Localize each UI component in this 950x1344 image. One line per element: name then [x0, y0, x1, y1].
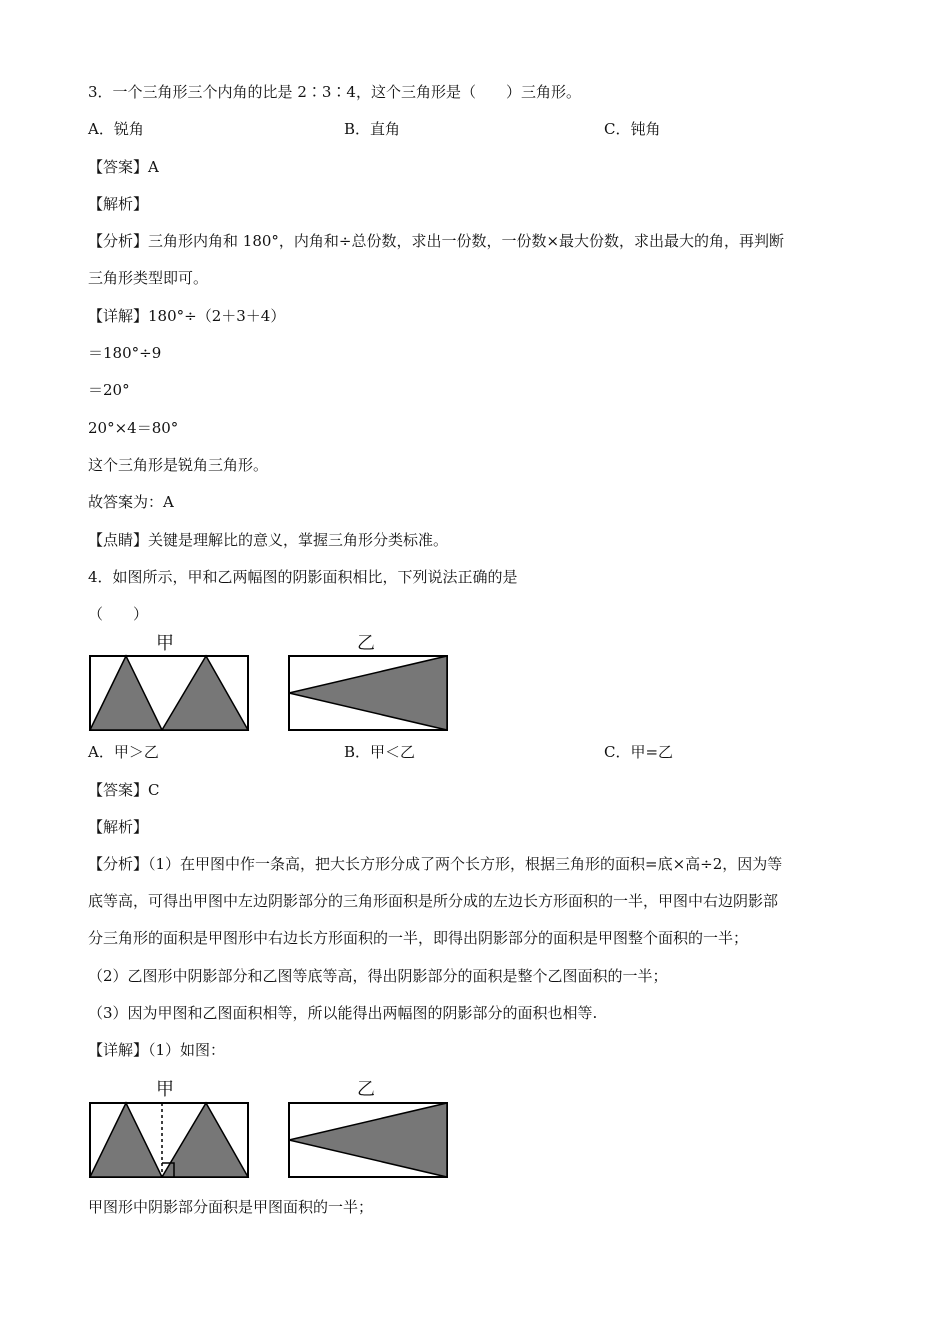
q4-fenxi-line-1: 【分析】（1）在甲图中作一条高，把大长方形分成了两个长方形，根据三角形的面积=底×高÷2，因为等	[88, 855, 783, 873]
q4-fenxi-line-2: 底等高，可得出甲图中左边阴影部分的三角形面积是所分成的左边长方形面积的一半，甲图中右边阴影部	[88, 892, 779, 910]
q3-dianjing: 【点睛】关键是理解比的意义，掌握三角形分类标准。	[88, 531, 449, 549]
fig1-jia-diagram	[88, 654, 250, 732]
q4-analysis-title: 【解析】	[88, 818, 149, 836]
fig1-jia-label: 甲	[156, 633, 174, 654]
q3-detail-line-5: 这个三角形是锐角三角形。	[88, 456, 269, 474]
q4-detail-line-2: 甲图形中阴影部分面积是甲图面积的一半；	[88, 1198, 374, 1216]
q3-detail-line-1: 【详解】180°÷（2＋3＋4）	[88, 307, 286, 325]
q4-answer: 【答案】C	[88, 781, 160, 799]
q3-option-c[interactable]: C．钝角	[604, 120, 661, 138]
q4-fenxi-line-4: （2）乙图形中阴影部分和乙图等底等高，得出阴影部分的面积是整个乙图面积的一半；	[88, 967, 668, 985]
q4-fenxi-line-5: （3）因为甲图和乙图面积相等，所以能得出两幅图的阴影部分的面积也相等.	[88, 1004, 598, 1022]
q3-stem: 3．一个三角形三个内角的比是 2∶3∶4，这个三角形是（ ）三角形。	[88, 83, 581, 101]
q4-option-a[interactable]: A．甲＞乙	[88, 743, 159, 761]
q3-detail-line-3: ＝20°	[88, 381, 130, 399]
q4-option-b[interactable]: B．甲＜乙	[344, 743, 416, 761]
fig2-jia-label: 甲	[156, 1079, 174, 1100]
fig2-yi-label: 乙	[357, 1079, 375, 1100]
q4-option-c[interactable]: C．甲=乙	[604, 743, 674, 761]
q3-conclusion: 故答案为：A	[88, 493, 174, 511]
q4-fenxi-line-3: 分三角形的面积是甲图形中右边长方形面积的一半，即得出阴影部分的面积是甲图整个面积的一半；	[88, 929, 749, 947]
fig1-yi-label: 乙	[357, 633, 375, 654]
q3-answer: 【答案】A	[88, 158, 159, 176]
q4-answer-paren: （ ）	[88, 605, 149, 623]
q3-fenxi-line-2: 三角形类型即可。	[88, 269, 209, 287]
q3-option-b[interactable]: B．直角	[344, 120, 401, 138]
q3-option-a[interactable]: A．锐角	[88, 120, 144, 138]
fig1-yi-diagram	[287, 654, 449, 732]
q4-detail-line-1: 【详解】（1）如图：	[88, 1041, 226, 1059]
fig2-yi-diagram	[287, 1101, 449, 1179]
q3-fenxi-line-1: 【分析】三角形内角和 180°，内角和÷总份数，求出一份数，一份数×最大份数，求出最大的角，再判断	[88, 232, 785, 250]
fig2-jia-diagram	[88, 1101, 250, 1179]
q3-analysis-title: 【解析】	[88, 195, 149, 213]
q3-detail-line-2: ＝180°÷9	[88, 344, 162, 362]
q3-detail-line-4: 20°×4＝80°	[88, 419, 179, 437]
q4-stem: 4．如图所示，甲和乙两幅图的阴影面积相比，下列说法正确的是	[88, 568, 518, 586]
